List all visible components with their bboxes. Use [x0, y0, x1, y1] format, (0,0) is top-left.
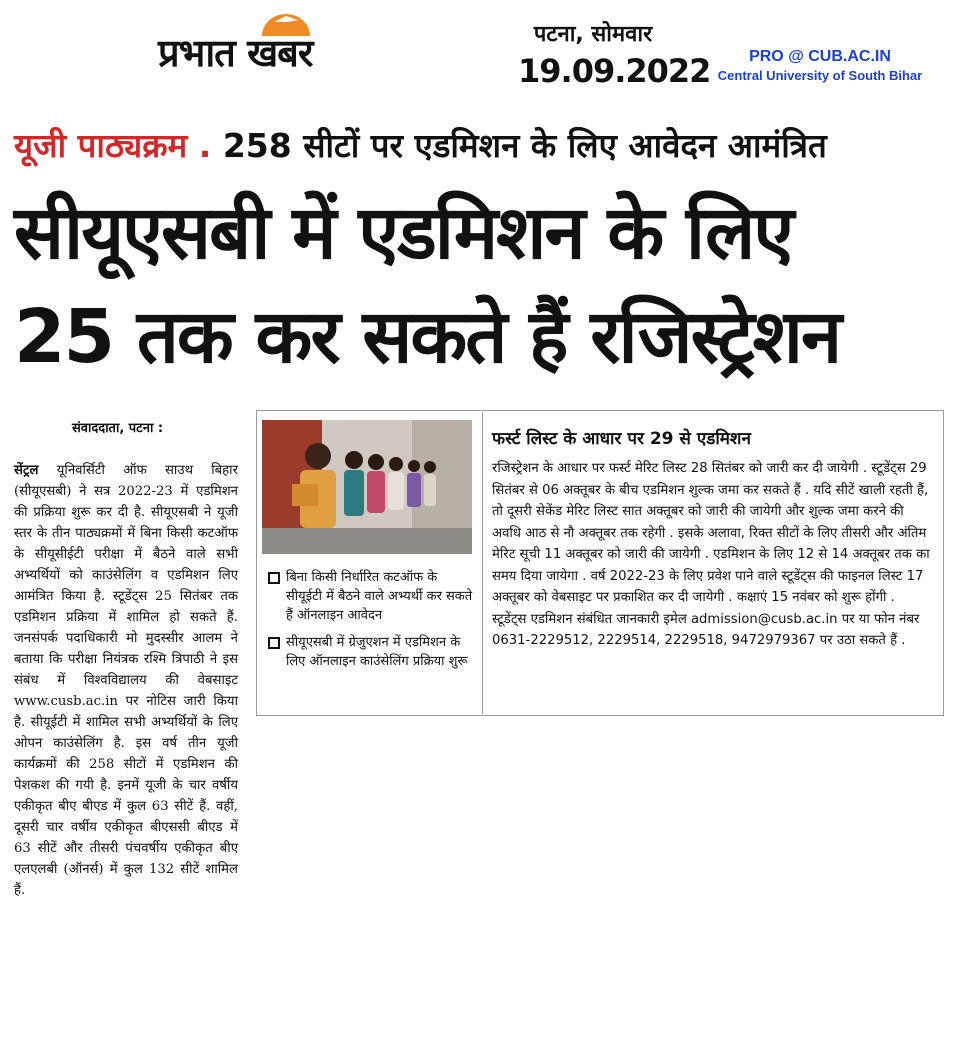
headline-line-1: सीयूएसबी में एडमिशन के लिए [14, 190, 793, 276]
kicker-category: यूजी पाठ्यक्रम . [14, 126, 212, 165]
square-bullet-icon [268, 572, 280, 584]
sidebar-subhead: फर्स्ट लिस्ट के आधार पर 29 से एडमिशन [492, 429, 751, 449]
article-body [14, 460, 238, 901]
students-photo-illustration [262, 420, 472, 554]
kicker-text: 258 सीटों पर एडमिशन के लिए आवेदन आमंत्रित [222, 126, 827, 165]
dateline [518, 18, 711, 90]
highlight-item: सीयूएसबी में ग्रेजुएशन में एडमिशन के लिए ऑनलाइन काउंसेलिंग प्रक्रिया शुरू [264, 633, 474, 671]
square-bullet-icon [268, 637, 280, 649]
highlight-item: बिना किसी निर्धारित कटऑफ के सीयूईटी में बैठने वाले अभ्यर्थी कर सकते हैं ऑनलाइन आवेदन [264, 568, 474, 625]
pro-credit [700, 48, 940, 83]
students-queue-photo [262, 420, 472, 554]
headline-line-2: 25 तक कर सकते हैं रजिस्ट्रेशन [14, 294, 841, 380]
article-lead: सेंट्रल [14, 463, 39, 478]
newspaper-logo [158, 16, 398, 76]
highlights-list [264, 568, 474, 679]
city-day: पटना, सोमवार [533, 22, 653, 47]
edition-date: 19.09.2022 [518, 52, 711, 90]
box-divider [482, 412, 483, 714]
article-text: यूनिवर्सिटी ऑफ साउथ बिहार (सीयूएसबी) ने सत्र 2022-23 में एडमिशन की प्रक्रिया शुरू कर दी है. सीयूएसबी ने यूजी स्तर के तीन पाठ्यक्रमों में बिना किसी कटऑफ के सीयूसीईटी परीक्षा में बैठने वाले सभी अभ्यर्थियों को काउंसेलिंग व एडमिशन लिए आमंत्रित किया है. स्टूडेंट्स 25 सितंबर तक एडमिशन प्रक्रिया में शामिल हो सकते हैं. जनसंपर्क पदाधिकारी मो मुदस्सीर आलम ने बताया कि परीक्षा नियंत्रक रश्मि त्रिपाठी ने इस संबंध में विश्वविद्यालय की वेबसाइट www.cusb.ac.in पर नोटिस जारी किया है. सीयूईटी में शामिल सभी अभ्यर्थियों के लिए ओपन काउंसेलिंग है. इस वर्ष तीन यूजी कार्यक्रमों की 258 सीटों में एडमिशन की पेशकश की गयी है. इनमें यूजी के चार वर्षीय एकीकृत बीए बीएड में कुल 63 सीटें हैं. वहीं, दूसरी चार वर्षीय एकीकृत बीएससी बीएड में 63 सीटें और तीसरी पंचवर्षीय एकीकृत बीए एलएलबी (ऑनर्स) में कुल 132 सीटें शामिल हैं. [14, 463, 238, 898]
logo-text: प्रभात खबर [158, 31, 313, 75]
pro-email: PRO @ CUB.AC.IN [749, 48, 891, 65]
sidebar-body: रजिस्ट्रेशन के आधार पर फर्स्ट मेरिट लिस्ट 28 सितंबर को जारी कर दी जायेगी . स्टूडेंट्स 29 सितंबर से 06 अक्तूबर के बीच एडमिशन शुल्क जमा कर सकते हैं . यदि सीटें खाली रहती हैं, तो दूसरी सेकेंड मेरिट लिस्ट सात अक्तूबर को जारी की जायेगी और शुल्क जमा करने की अवधि आठ से नौ अक्तूबर तक रहेगी . इसके अलावा, रिक्त सीटों के लिए तीसरी और अंतिम मेरिट सूची 11 अक्तूबर को जारी की जायेगी . एडमिशन के लिए 12 से 14 अक्तूबर तक का समय दिया जायेगा . वर्ष 2022-23 के लिए प्रवेश पाने वाले स्टूडेंट्स की फाइनल लिस्ट 17 अक्तूबर को वेबसाइट पर प्रकाशित कर दी जायेगी . कक्षाएं 15 नवंबर को शुरू होंगी . स्टूडेंट्स एडमिशन संबंधित जानकारी इमेल admission@cusb.ac.in पर या फोन नंबर 0631-2229512, 2229514, 2229518, 9472979367 पर उठा सकते हैं . [492, 461, 930, 648]
pro-organization: Central University of South Bihar [717, 68, 923, 83]
byline: संवाददाता, पटना : [72, 421, 164, 436]
kicker-line [14, 122, 944, 167]
